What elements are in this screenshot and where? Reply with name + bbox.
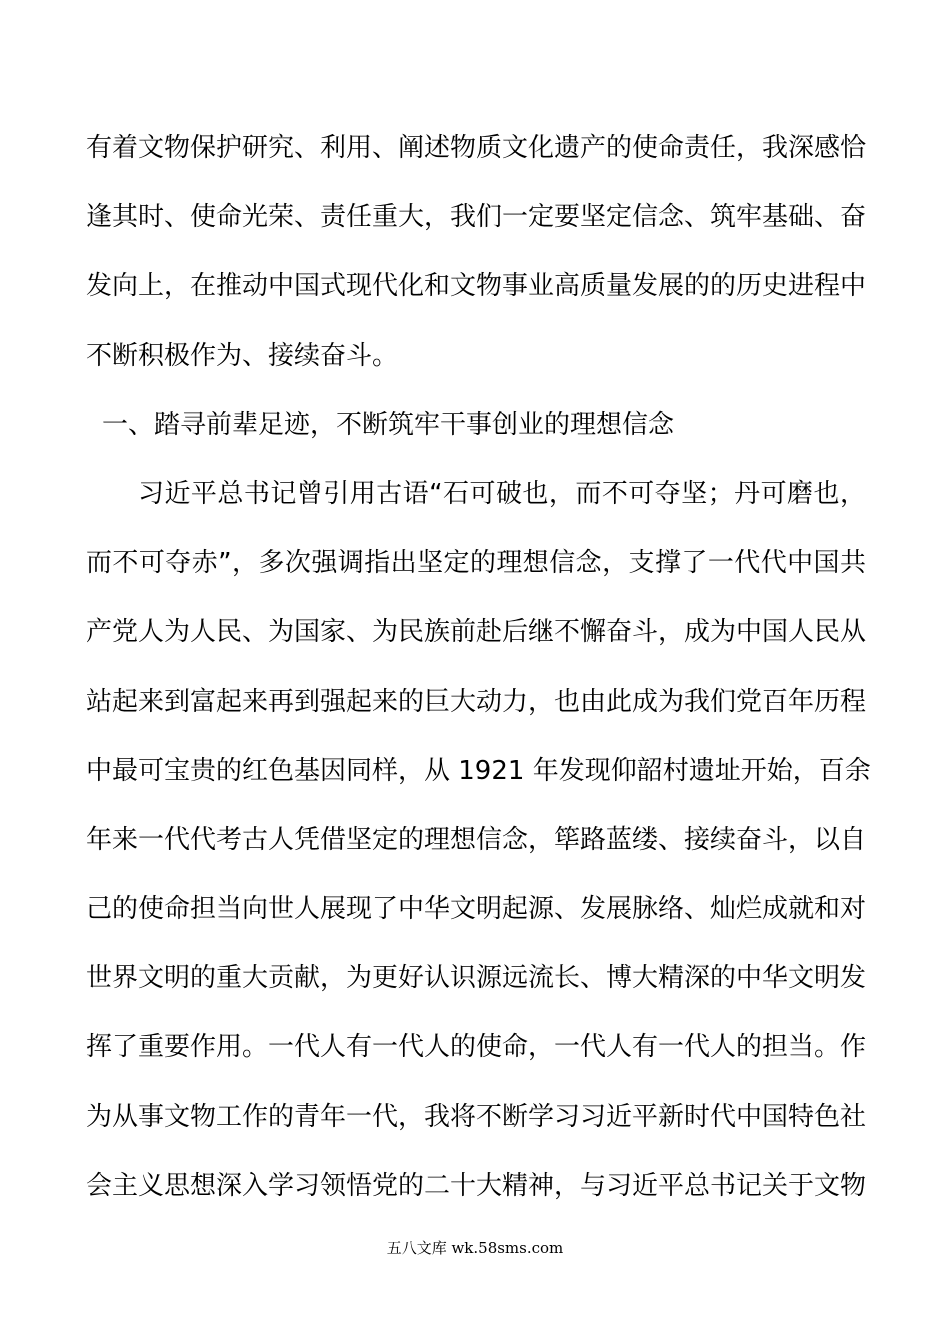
section-heading: 一、踏寻前辈足迹，不断筑牢干事创业的理想信念 xyxy=(102,409,675,440)
text-line: 逢其时、使命光荣、责任重大，我们一定要坚定信念、筑牢基础、奋 xyxy=(86,202,867,233)
text-line: 而不可夺赤”，多次强调指出坚定的理想信念，支撑了一代代中国共 xyxy=(86,548,866,579)
text-line: 己的使命担当向世人展现了中华文明起源、发展脉络、灿烂成就和对 xyxy=(86,894,867,925)
text-line: 不断积极作为、接续奋斗。 xyxy=(86,340,399,371)
text-line: 站起来到富起来再到强起来的巨大动力，也由此成为我们党百年历程 xyxy=(86,686,867,717)
paragraph-continued xyxy=(86,114,866,391)
page-footer: 五八文库 wk.58sms.com xyxy=(386,1239,564,1257)
text-line: 世界文明的重大贡献，为更好认识源远流长、博大精深的中华文明发 xyxy=(86,963,867,994)
text-line: 有着文物保护研究、利用、阐述物质文化遗产的使命责任，我深感恰 xyxy=(86,133,867,163)
body-text xyxy=(86,114,871,1221)
text-line: 产党人为人民、为国家、为民族前赴后继不懈奋斗，成为中国人民从 xyxy=(86,617,867,648)
text-line: 习近平总书记曾引用古语“石可破也，而不可夺坚；丹可磨也， xyxy=(138,478,866,509)
text-line: 会主义思想深入学习领悟党的二十大精神，与习近平总书记关于文物 xyxy=(86,1170,867,1201)
text-line: 年来一代代考古人凭借坚定的理想信念，筚路蓝缕、接续奋斗，以自 xyxy=(86,824,867,855)
text-line: 中最可宝贵的红色基因同样，从 1921 年发现仰韶村遗址开始，百余 xyxy=(86,755,871,786)
paragraph-main xyxy=(86,460,871,1221)
text-line: 挥了重要作用。一代人有一代人的使命，一代人有一代人的担当。作 xyxy=(86,1032,867,1063)
text-line: 发向上，在推动中国式现代化和文物事业高质量发展的的历史进程中 xyxy=(86,271,867,302)
text-line: 为从事文物工作的青年一代，我将不断学习习近平新时代中国特色社 xyxy=(86,1101,867,1132)
